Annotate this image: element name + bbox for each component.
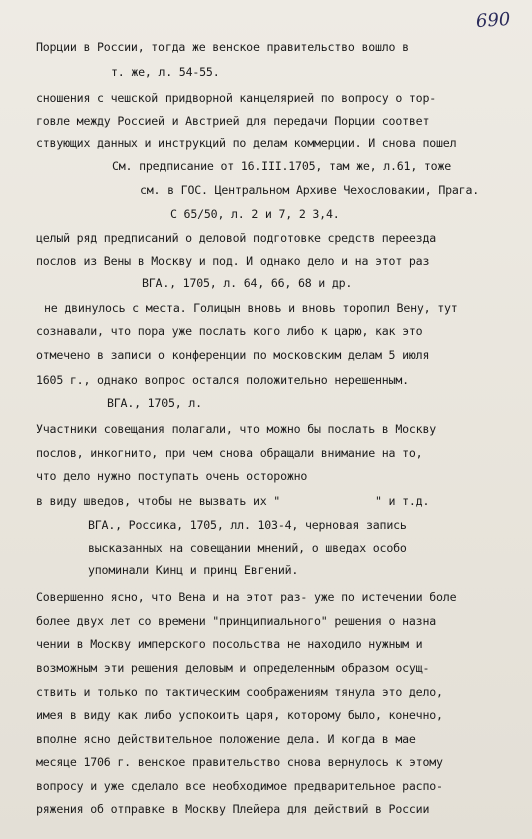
text-line: ствующих данных и инструкций по делам коммерции. И снова пошел (36, 136, 457, 150)
text-line: сношения с чешской придворной канцелярией по вопросу о тор- (36, 91, 437, 105)
page-number: 690 (474, 8, 511, 33)
text-line: ВГА., Россика, 1705, лл. 103-4, черновая запись (88, 518, 407, 532)
text-line: ствить и только по тактическим соображениям тянула это дело, (36, 685, 443, 699)
text-line: вопросу и уже сделало все необходимое предварительное распо- (36, 779, 443, 793)
text-line: не двинулось с места. Голицын вновь и вновь торопил Вену, тут (44, 301, 458, 315)
text-line: чении в Москву имперского посольства не находило нужным и (36, 637, 423, 651)
text-line: ВГА., 1705, л. (107, 396, 202, 410)
text-line: более двух лет со времени "принципиального" решения о назна (36, 614, 437, 628)
text-line: отмечено в записи о конференции по московским делам 5 июля (36, 348, 430, 362)
text-line: имея в виду как либо успокоить царя, которому было, конечно, (36, 708, 443, 722)
text-line: целый ряд предписаний о деловой подготовке средств переезда (36, 231, 437, 245)
text-line: что дело нужно поступать очень осторожно (36, 469, 308, 483)
text-line: послов из Вены в Москву и под. И однако дело и на этот раз (36, 254, 430, 268)
text-line: Совершенно ясно, что Вена и на этот раз- уже по истечении боле (36, 590, 457, 604)
text-line: возможным эти решения деловым и определенным образом осущ- (36, 661, 430, 675)
text-line: упоминали Кинц и принц Евгений. (88, 563, 299, 577)
text-line: сознавали, что пора уже послать кого либо к царю, как это (36, 324, 423, 338)
text-line: т. же, л. 54-55. (111, 65, 220, 79)
text-line: См. предписание от 16.III.1705, там же, л.61, тоже (112, 159, 452, 173)
text-line: высказанных на совещании мнений, о шведах особо (88, 541, 407, 555)
text-line: С 65/50, л. 2 и 7, 2 3,4. (170, 207, 340, 221)
text-line: месяце 1706 г. венское правительство снова вернулось к этому (36, 755, 443, 769)
text-line: ВГА., 1705, л. 64, 66, 68 и др. (142, 276, 353, 290)
text-line: 1605 г., однако вопрос остался положительно нерешенным. (36, 373, 409, 387)
text-line: ряжения об отправке в Москву Плейера для действий в России (36, 802, 430, 816)
text-line: послов, инкогнито, при чем снова обращали внимание на то, (36, 446, 423, 460)
text-line: см. в ГОС. Центральном Архиве Чехословакии, Прага. (140, 183, 480, 197)
text-line: говле между Россией и Австрией для передачи Порции соответ (36, 114, 430, 128)
text-line: вполне ясно действительное положение дела. И когда в мае (36, 732, 416, 746)
text-line: Порции в России, тогда же венское правительство вошло в (36, 40, 409, 54)
text-line: в виду шведов, чтобы не вызвать их " " и т.д. (36, 494, 430, 508)
text-line: Участники совещания полагали, что можно бы послать в Москву (36, 422, 437, 436)
